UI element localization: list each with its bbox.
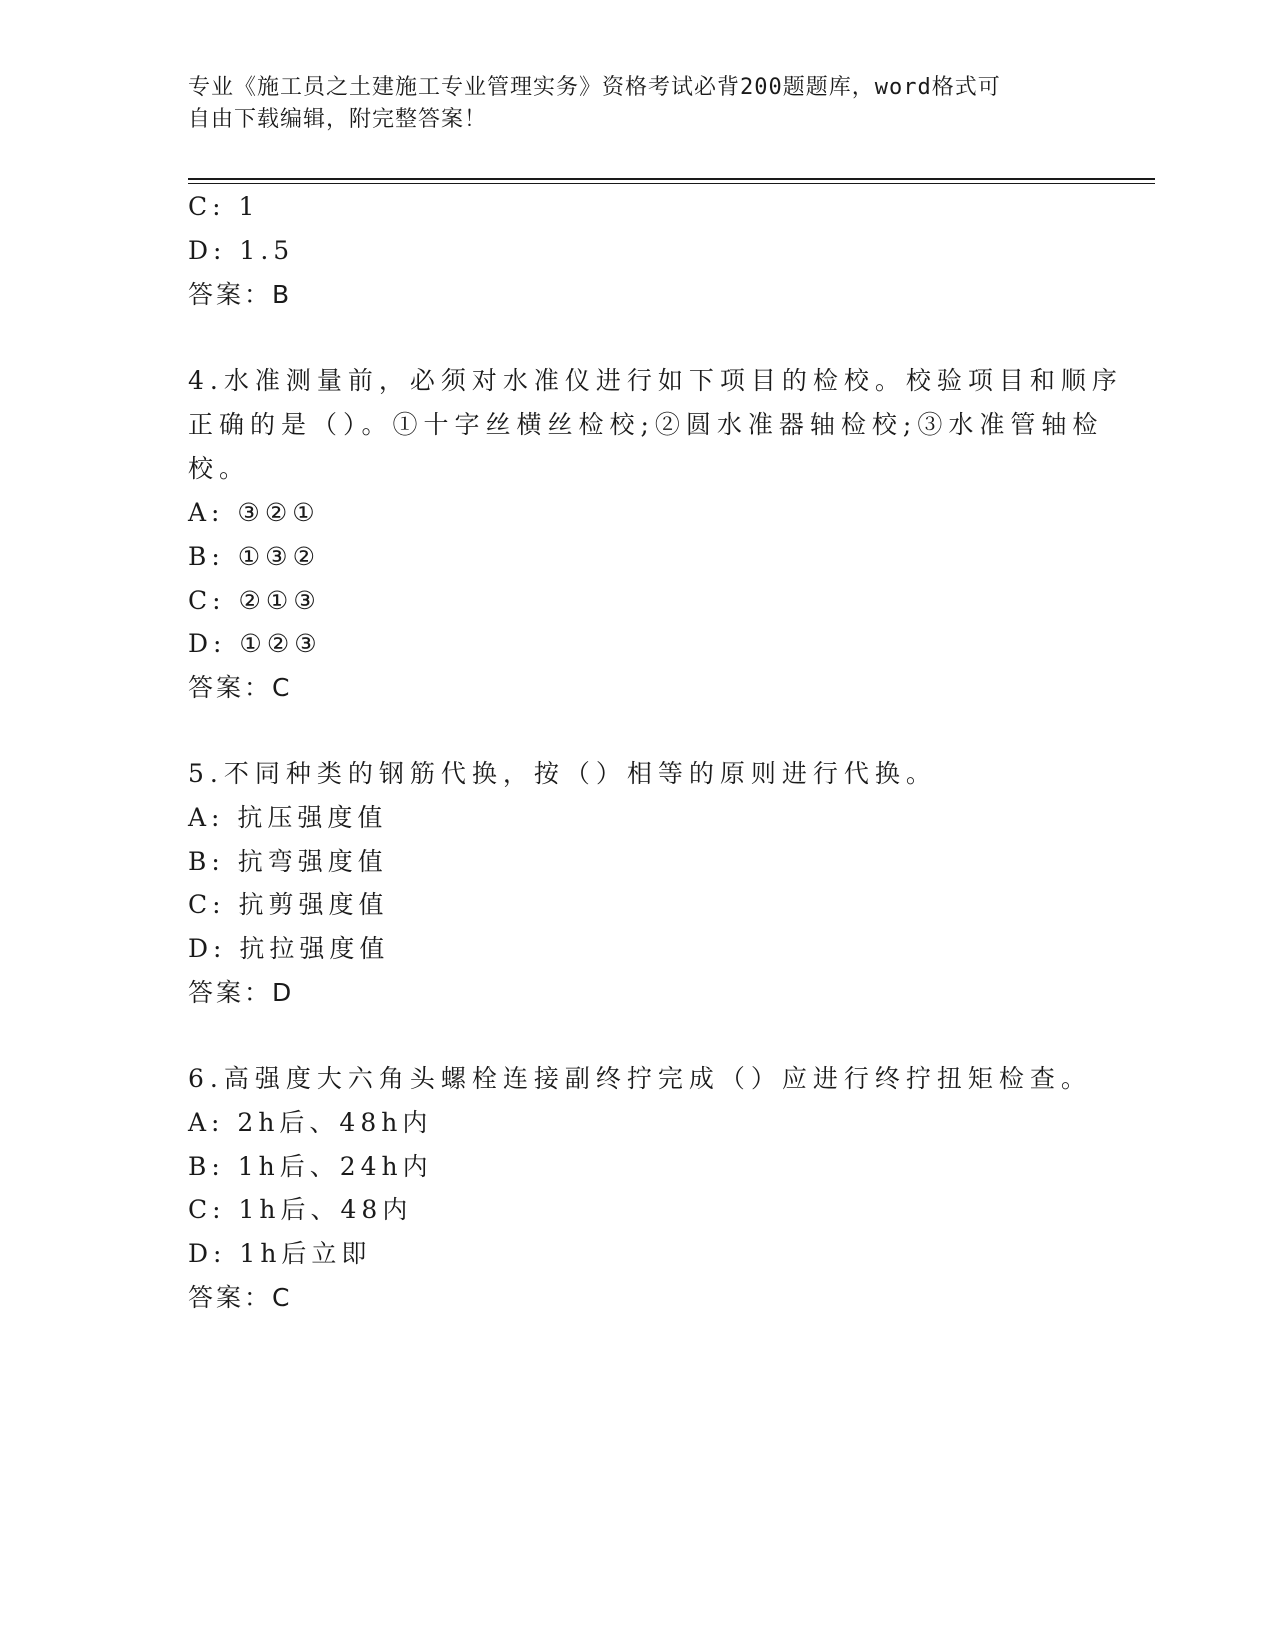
q5-option-b: B: 抗弯强度值: [188, 847, 388, 876]
prev-option-c: C: 1: [188, 192, 260, 221]
header-rule-thin: [188, 183, 1155, 184]
q4-answer: 答案：C: [188, 673, 293, 702]
q5-text-line-1: 5.不同种类的钢筋代换，按（）相等的原则进行代换。: [188, 759, 937, 788]
q5-option-c: C: 抗剪强度值: [188, 890, 389, 919]
q6-answer: 答案：C: [188, 1283, 293, 1312]
q4-option-d: D: ①②③: [188, 629, 322, 658]
q5-answer: 答案：D: [188, 978, 295, 1007]
q6-option-d: D: 1h后立即: [188, 1239, 372, 1268]
prev-answer: 答案：B: [188, 280, 293, 309]
q6-option-b: B: 1h后、24h内: [188, 1152, 433, 1181]
prev-option-d: D: 1.5: [188, 236, 295, 265]
q4-text-line-3: 校。: [188, 454, 251, 483]
q4-text-line-1: 4.水准测量前，必须对水准仪进行如下项目的检校。校验项目和顺序: [188, 366, 1123, 395]
q5-option-d: D: 抗拉强度值: [188, 934, 390, 963]
q6-option-c: C: 1h后、48内: [188, 1195, 413, 1224]
header-rule-thick: [188, 178, 1155, 180]
q6-text-line-1: 6.高强度大六角头螺栓连接副终拧完成（）应进行终拧扭矩检查。: [188, 1064, 1092, 1093]
q4-option-b: B: ①③②: [188, 542, 320, 571]
q4-option-c: C: ②①③: [188, 586, 321, 615]
q6-option-a: A: 2h后、48h内: [188, 1108, 433, 1137]
q4-text-line-2: 正确的是（）。①十字丝横丝检校;②圆水准器轴检校;③水准管轴检: [188, 410, 1104, 439]
q4-option-a: A: ③②①: [188, 498, 320, 527]
q5-option-a: A: 抗压强度值: [188, 803, 388, 832]
document-header-title: 专业《施工员之土建施工专业管理实务》资格考试必背200题题库，word格式可 自由下载编辑，附完整答案！: [188, 75, 1001, 132]
